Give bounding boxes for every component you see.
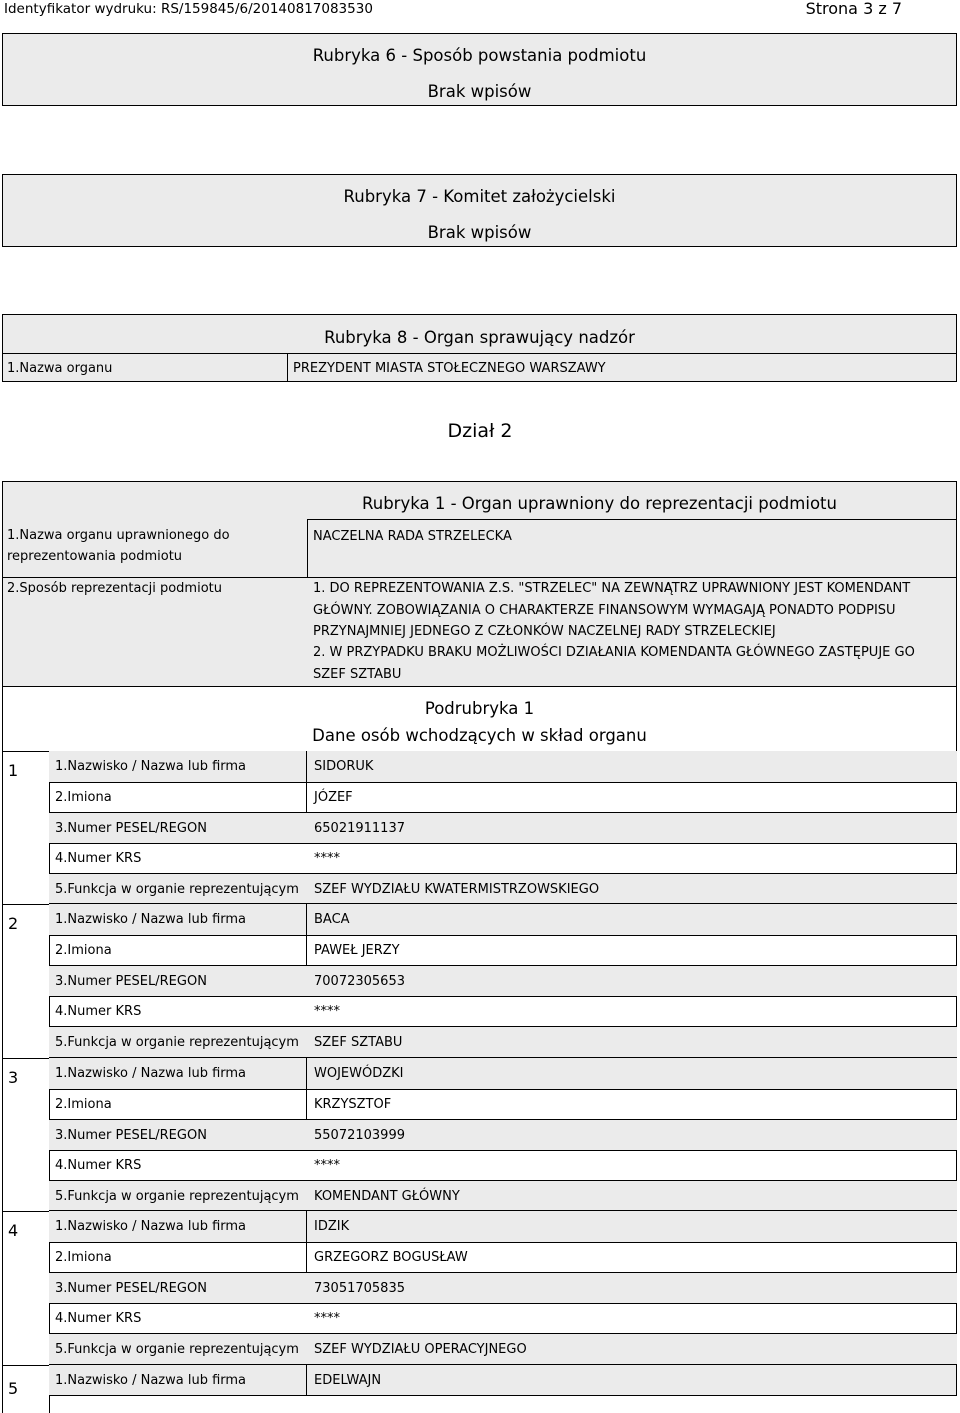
krs-label: 4.Numer KRS	[55, 851, 142, 866]
names-label: 2.Imiona	[55, 943, 112, 958]
organ-label-line1: 1.Nazwa organu uprawnionego do	[7, 528, 230, 543]
rubryka-7-title: Rubryka 7 - Komitet założycielski	[343, 187, 616, 206]
person-number: 2	[8, 914, 19, 933]
person-number: 5	[8, 1379, 19, 1398]
rubryka-8	[2, 314, 957, 382]
person-number: 1	[8, 761, 19, 780]
function-label: 5.Funkcja w organie reprezentującym	[55, 1035, 299, 1050]
rubryka-6-title: Rubryka 6 - Sposób powstania podmiotu	[312, 46, 647, 65]
rubryka-1-top-divider	[307, 519, 956, 520]
names-value: JÓZEF	[314, 790, 353, 805]
rubryka-7-value: Brak wpisów	[427, 223, 532, 242]
pesel-label: 3.Numer PESEL/REGON	[55, 821, 207, 836]
person-5	[2, 1365, 957, 1413]
pesel-value: 65021911137	[314, 821, 405, 836]
rubryka-8-divider	[3, 353, 956, 354]
names-value: KRZYSZTOF	[314, 1097, 392, 1112]
representation-line-5: SZEF SZTABU	[313, 667, 402, 682]
print-header	[0, 0, 960, 20]
function-value: SZEF WYDZIAŁU OPERACYJNEGO	[314, 1342, 527, 1357]
surname-value: SIDORUK	[314, 759, 374, 774]
function-value: KOMENDANT GŁÓWNY	[314, 1189, 460, 1204]
surname-value: EDELWAJN	[314, 1373, 382, 1388]
organ-name-value: PREZYDENT MIASTA STOŁECZNEGO WARSZAWY	[293, 361, 606, 376]
rubryka-1-col-divider	[307, 519, 308, 577]
representation-line-2: GŁÓWNY. ZOBOWIĄZANIA O CHARAKTERZE FINANSOWYM WYMAGAJĄ PONADTO PODPISU	[313, 603, 896, 618]
organ-value: NACZELNA RADA STRZELECKA	[313, 529, 512, 544]
surname-label: 1.Nazwisko / Nazwa lub firma	[55, 912, 247, 927]
surname-label: 1.Nazwisko / Nazwa lub firma	[55, 1066, 247, 1081]
names-value: PAWEŁ JERZY	[314, 943, 400, 958]
representation-line-3: PRZYNAJMNIEJ JEDNEGO Z CZŁONKÓW NACZELNEJ RADY STRZELECKIEJ	[313, 624, 776, 639]
person-1	[2, 751, 957, 904]
page-number: Strona 3 z 7	[805, 0, 902, 18]
rubryka-1-title: Rubryka 1 - Organ uprawniony do reprezentacji podmiotu	[362, 494, 837, 513]
person-number: 3	[8, 1068, 19, 1087]
names-label: 2.Imiona	[55, 1250, 112, 1265]
surname-label: 1.Nazwisko / Nazwa lub firma	[55, 1373, 247, 1388]
names-value: GRZEGORZ BOGUSŁAW	[314, 1250, 468, 1265]
organ-label-line2: reprezentowania podmiotu	[7, 549, 183, 564]
representation-line-1: 1. DO REPREZENTOWANIA Z.S. "STRZELEC" NA ZEWNĄTRZ UPRAWNIONY JEST KOMENDANT	[313, 581, 911, 596]
krs-label: 4.Numer KRS	[55, 1004, 142, 1019]
rubryka-8-title: Rubryka 8 - Organ sprawujący nadzór	[324, 328, 635, 347]
surname-value: WOJEWÓDZKI	[314, 1066, 404, 1081]
persons-table	[2, 751, 957, 1413]
surname-label: 1.Nazwisko / Nazwa lub firma	[55, 759, 247, 774]
function-label: 5.Funkcja w organie reprezentującym	[55, 1342, 299, 1357]
representation-label: 2.Sposób reprezentacji podmiotu	[7, 581, 222, 596]
pesel-value: 70072305653	[314, 974, 405, 989]
krs-value: ****	[314, 1158, 340, 1173]
function-label: 5.Funkcja w organie reprezentującym	[55, 1189, 299, 1204]
organ-name-label: 1.Nazwa organu	[7, 361, 113, 376]
podrubryka-header	[2, 686, 957, 751]
person-3	[2, 1058, 957, 1211]
pesel-label: 3.Numer PESEL/REGON	[55, 974, 207, 989]
function-value: SZEF WYDZIAŁU KWATERMISTRZOWSKIEGO	[314, 882, 600, 897]
krs-label: 4.Numer KRS	[55, 1158, 142, 1173]
function-label: 5.Funkcja w organie reprezentującym	[55, 882, 299, 897]
surname-value: BACA	[314, 912, 350, 927]
dzial2-rubryka-1	[2, 481, 957, 687]
person-number: 4	[8, 1221, 19, 1240]
surname-label: 1.Nazwisko / Nazwa lub firma	[55, 1219, 247, 1234]
krs-label: 4.Numer KRS	[55, 1311, 142, 1326]
pesel-label: 3.Numer PESEL/REGON	[55, 1128, 207, 1143]
krs-value: ****	[314, 1004, 340, 1019]
person-2	[2, 904, 957, 1058]
podrubryka-subtitle: Dane osób wchodzących w skład organu	[312, 726, 647, 745]
rubryka-6	[2, 33, 957, 106]
pesel-value: 73051705835	[314, 1281, 405, 1296]
rubryka-8-col-divider	[287, 353, 288, 382]
dzial-title: Dział 2	[447, 420, 513, 442]
rubryka-6-value: Brak wpisów	[427, 82, 532, 101]
representation-line-4: 2. W PRZYPADKU BRAKU MOŻLIWOŚCI DZIAŁANIA KOMENDANTA GŁÓWNEGO ZASTĘPUJE GO	[313, 645, 915, 660]
person-4	[2, 1211, 957, 1365]
pesel-label: 3.Numer PESEL/REGON	[55, 1281, 207, 1296]
rubryka-7	[2, 174, 957, 247]
names-label: 2.Imiona	[55, 790, 112, 805]
podrubryka-title: Podrubryka 1	[424, 699, 535, 718]
pesel-value: 55072103999	[314, 1128, 405, 1143]
krs-value: ****	[314, 851, 340, 866]
function-value: SZEF SZTABU	[314, 1035, 403, 1050]
surname-value: IDZIK	[314, 1219, 350, 1234]
print-identifier: Identyfikator wydruku: RS/159845/6/20140817083530	[4, 1, 373, 17]
krs-value: ****	[314, 1311, 340, 1326]
names-label: 2.Imiona	[55, 1097, 112, 1112]
